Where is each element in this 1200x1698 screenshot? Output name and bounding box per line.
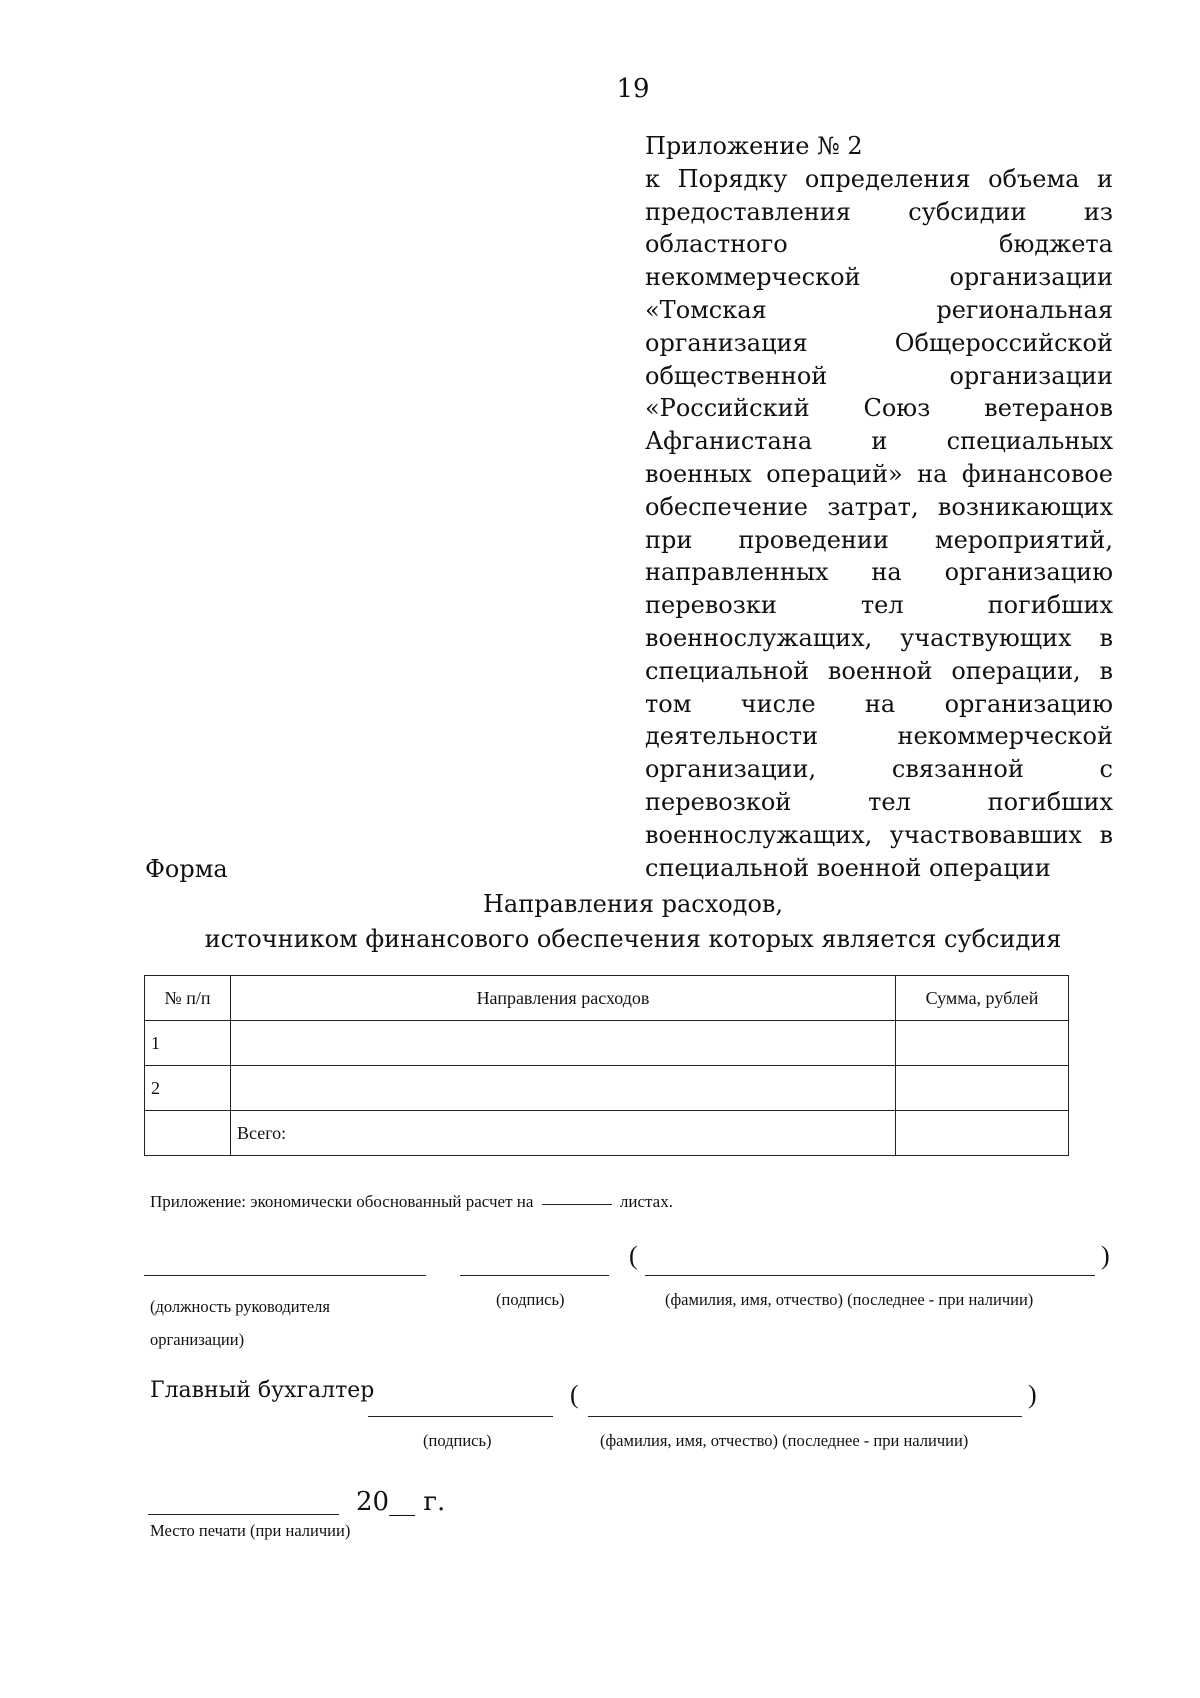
date-day-month-line[interactable]	[148, 1514, 339, 1515]
form-title	[0, 887, 1200, 957]
table-cell[interactable]	[231, 1021, 896, 1066]
head-name-line[interactable]	[645, 1275, 1095, 1276]
table-header-number: № п/п	[145, 976, 231, 1021]
head-signature-line[interactable]	[460, 1275, 609, 1276]
sheet-count-line[interactable]	[542, 1204, 612, 1205]
table-row	[145, 1066, 1069, 1111]
table-cell[interactable]: Всего:	[231, 1111, 896, 1156]
table-header-row	[145, 976, 1069, 1021]
date-year-text: 20__ г.	[356, 1487, 446, 1517]
appendix-block	[645, 130, 1113, 884]
table-cell[interactable]	[896, 1066, 1069, 1111]
head-position-line[interactable]	[144, 1275, 426, 1276]
attachment-note	[150, 1192, 673, 1212]
paren-open: (	[570, 1380, 579, 1409]
head-name-caption: (фамилия, имя, отчество) (последнее - при наличии)	[665, 1290, 1034, 1309]
table-cell[interactable]	[145, 1111, 231, 1156]
table-cell[interactable]: 1	[145, 1021, 231, 1066]
accountant-name-line[interactable]	[588, 1416, 1022, 1417]
head-signature-caption: (подпись)	[496, 1290, 565, 1309]
expenses-table	[144, 975, 1069, 1156]
page-number: 19	[616, 74, 650, 104]
appendix-body: к Порядку определения объема и предоставления субсидии из областного бюджета некоммерческой организации «Томская региональная организация Общероссийской общественной организации «Российский Союз ветеранов Афганистана и специальных военных операций» на финансовое обеспечение затрат, возникающих при проведении мероприятий, направленных на организацию перевозки тел погибших военнослужащих, участвующих в специальной военной операции, в том числе на организацию деятельности некоммерческой организации, связанной с перевозкой тел погибших военнослужащих, участвовавших в специальной военной операции	[645, 164, 1113, 882]
accountant-signature-caption: (подпись)	[423, 1431, 492, 1450]
table-cell[interactable]	[896, 1021, 1069, 1066]
form-title-line-2: источником финансового обеспечения которых является субсидия	[204, 925, 1062, 953]
form-title-line-1: Направления расходов,	[482, 890, 784, 918]
accountant-signature-line[interactable]	[368, 1416, 553, 1417]
stamp-caption: Место печати (при наличии)	[150, 1521, 351, 1540]
chief-accountant-label: Главный бухгалтер	[150, 1378, 375, 1403]
form-label: Форма	[145, 855, 228, 883]
paren-open: (	[629, 1241, 638, 1270]
table-cell[interactable]: 2	[145, 1066, 231, 1111]
appendix-title: Приложение № 2	[645, 132, 863, 160]
paren-close: )	[1028, 1380, 1037, 1409]
paren-close: )	[1101, 1241, 1110, 1270]
table-header-amount: Сумма, рублей	[896, 976, 1069, 1021]
table-cell[interactable]	[231, 1066, 896, 1111]
table-total-row	[145, 1111, 1069, 1156]
table-cell[interactable]	[896, 1111, 1069, 1156]
accountant-name-caption: (фамилия, имя, отчество) (последнее - при наличии)	[600, 1431, 969, 1450]
table-row	[145, 1021, 1069, 1066]
attachment-note-prefix: Приложение: экономически обоснованный расчет на	[150, 1192, 534, 1211]
head-position-caption: (должность руководителя организации)	[150, 1297, 330, 1349]
table-header-direction: Направления расходов	[231, 976, 896, 1021]
attachment-note-suffix: листах.	[619, 1192, 673, 1211]
